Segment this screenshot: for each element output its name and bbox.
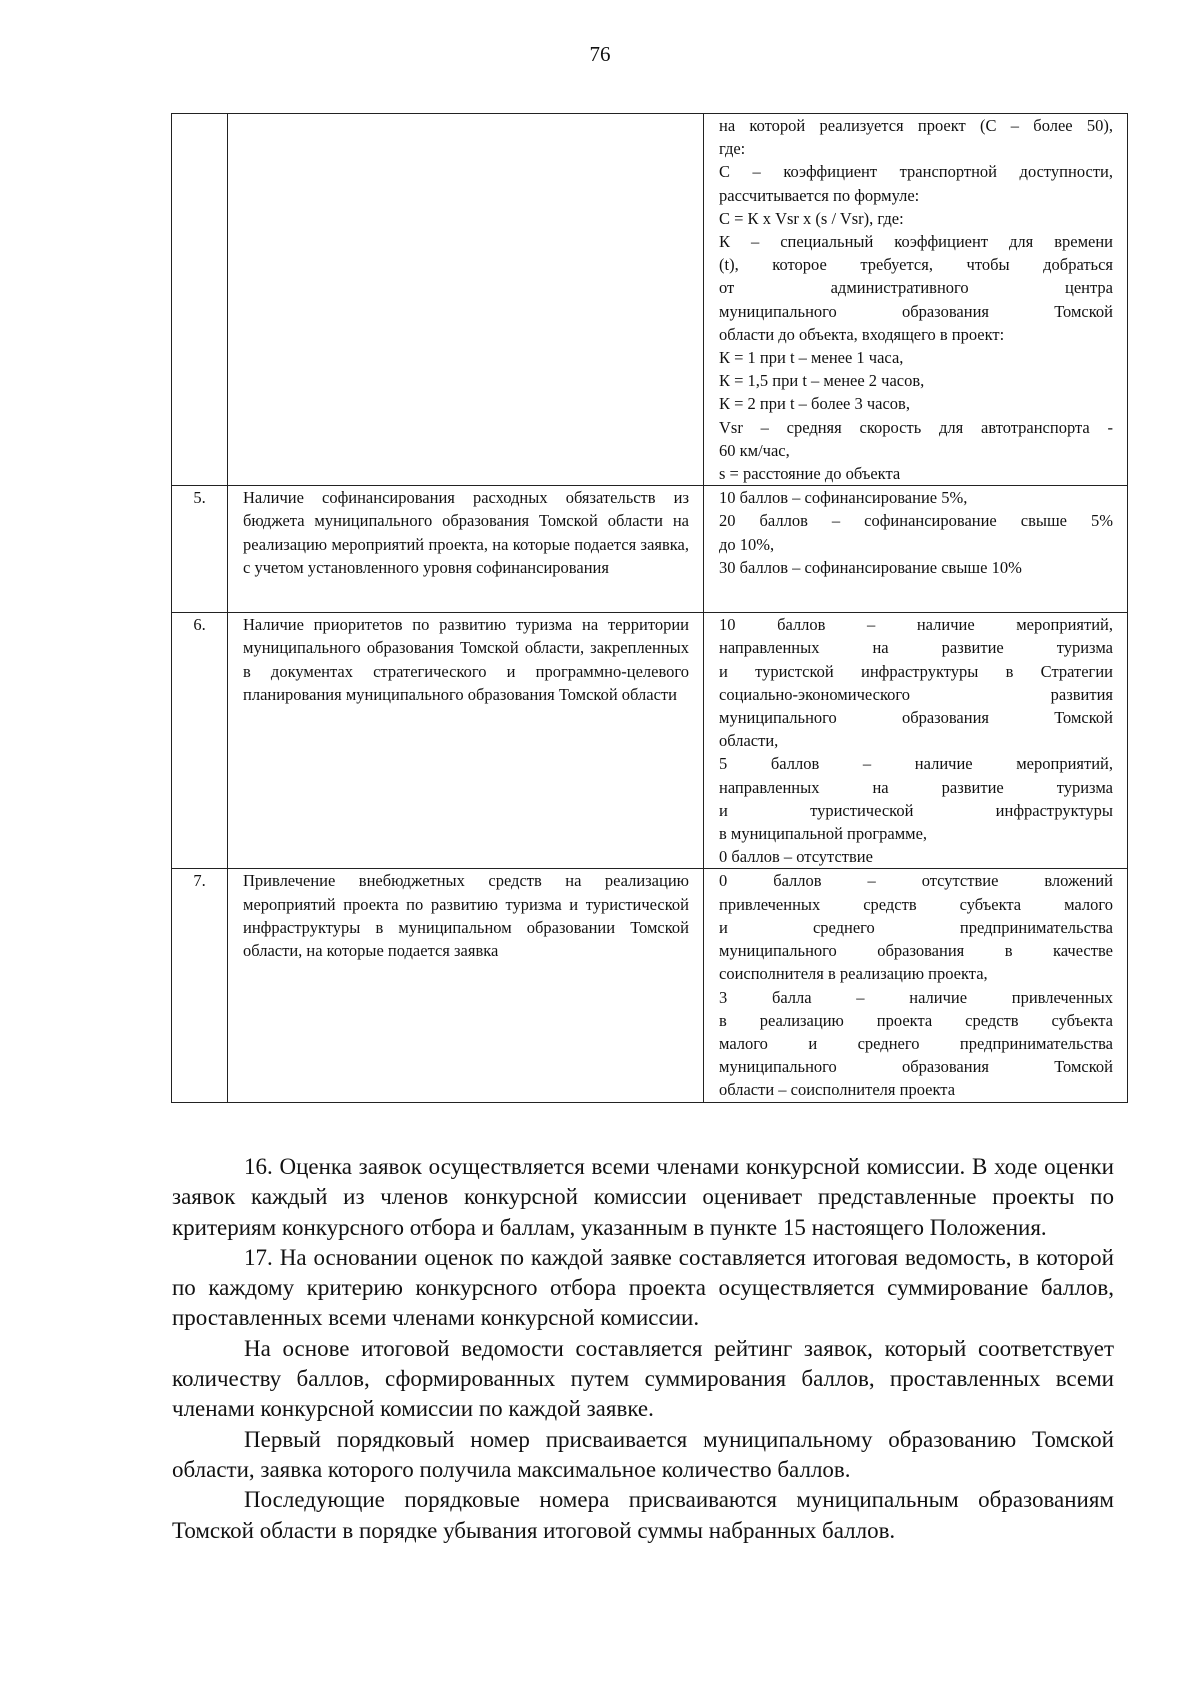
score-line: s = расстояние до объекта — [719, 464, 901, 484]
criterion-text — [228, 114, 704, 486]
score-line: 20 баллов – софинансирование свыше 5% — [719, 511, 1113, 531]
score-line: где: — [719, 139, 746, 159]
row-number: 6. — [172, 613, 228, 869]
table-row — [172, 869, 1128, 1102]
criteria-table-body — [172, 114, 1128, 1103]
score-line: К = 2 при t – более 3 часов, — [719, 394, 910, 414]
score-line: 10 баллов – наличие мероприятий, — [719, 615, 1113, 635]
table-row — [172, 114, 1128, 486]
paragraph-first-number: Первый порядковый номер присваивается муниципальному образованию Томской области, заявка которого получила максимальное количество баллов. — [172, 1426, 1114, 1482]
score-line: области – соисполнителя проекта — [719, 1080, 956, 1100]
page-number: 76 — [589, 42, 611, 66]
score-line: 5 баллов – наличие мероприятий, — [719, 754, 1113, 774]
score-line: в реализацию проекта средств субъекта — [719, 1010, 1113, 1030]
score-line: муниципального образования Томской — [719, 1057, 1113, 1077]
table-row — [172, 486, 1128, 613]
score-line: и туристической инфраструктуры — [719, 800, 1113, 820]
score-line: К – специальный коэффициент для времени — [719, 232, 1113, 252]
score-line: (t), которое требуется, чтобы добраться — [719, 255, 1113, 275]
score-line: 3 балла – наличие привлеченных — [719, 987, 1113, 1007]
paragraph-16: 16. Оценка заявок осуществляется всеми членами конкурсной комиссии. В ходе оценки заявок каждый из членов конкурсной комиссии оценивает представленные проекты по критериям конкурсного отбора и баллам, указанным в пункте 15 настоящего Положения. — [172, 1154, 1114, 1240]
row-number — [172, 114, 228, 486]
score-line: С – коэффициент транспортной доступности, — [719, 162, 1113, 182]
score-line: С = К х Vsr х (s / Vsr), где: — [719, 208, 904, 228]
score-line: рассчитывается по формуле: — [719, 185, 920, 205]
score-line: направленных на развитие туризма — [719, 638, 1113, 658]
criteria-table — [171, 113, 1128, 1103]
score-line: области до объекта, входящего в проект: — [719, 324, 1005, 344]
score-line: муниципального образования Томской — [719, 301, 1113, 321]
score-line: К = 1 при t – менее 1 часа, — [719, 348, 904, 368]
score-text — [704, 869, 1128, 1102]
criterion-text: Наличие приоритетов по развитию туризма на территории муниципального образования Томской области, закрепленных в документах стратегического и программно-целевого планирования муниципального образования Томской области — [228, 613, 704, 869]
score-line: Vsr – средняя скорость для автотранспорта - — [719, 417, 1113, 437]
score-line: муниципального образования в качестве — [719, 941, 1113, 961]
row-number: 7. — [172, 869, 228, 1102]
criterion-text: Наличие софинансирования расходных обязательств из бюджета муниципального образования Томской области на реализацию мероприятий проекта, на которые подается заявка, с учетом установленного уровня софинансирования — [228, 486, 704, 613]
score-line: от административного центра — [719, 278, 1113, 298]
score-line: 0 баллов – отсутствие — [719, 847, 873, 867]
score-line: К = 1,5 при t – менее 2 часов, — [719, 371, 925, 391]
score-line: привлеченных средств субъекта малого — [719, 894, 1113, 914]
score-line: направленных на развитие туризма — [719, 777, 1113, 797]
paragraph-subsequent-numbers: Последующие порядковые номера присваиваются муниципальным образованиям Томской области в порядке убывания итоговой суммы набранных баллов. — [172, 1487, 1114, 1543]
score-line: соисполнителя в реализацию проекта, — [719, 964, 988, 984]
score-line: и среднего предпринимательства — [719, 917, 1113, 937]
score-line: области, — [719, 731, 779, 751]
score-line: малого и среднего предпринимательства — [719, 1033, 1113, 1053]
score-line: 0 баллов – отсутствие вложений — [719, 871, 1113, 891]
score-line: муниципального образования Томской — [719, 708, 1113, 728]
score-line: на которой реализуется проект (С – более 50), — [719, 116, 1113, 135]
score-line: в муниципальной программе, — [719, 824, 928, 844]
paragraph-17: 17. На основании оценок по каждой заявке составляется итоговая ведомость, в которой по каждому критерию конкурсного отбора проекта осуществляется суммирование баллов, проставленных всеми членами конкурсной комиссии. — [172, 1244, 1114, 1331]
row-number: 5. — [172, 486, 228, 613]
score-text — [704, 613, 1128, 869]
criterion-text: Привлечение внебюджетных средств на реализацию мероприятий проекта по развитию туризма и туристической инфраструктуры в муниципальном образовании Томской области, на которые подается заявка — [228, 869, 704, 1102]
score-line: до 10%, — [719, 534, 775, 554]
score-line: 60 км/час, — [719, 440, 790, 460]
score-text — [704, 114, 1128, 486]
table-row — [172, 613, 1128, 869]
score-text — [704, 486, 1128, 613]
score-line: 30 баллов – софинансирование свыше 10% — [719, 557, 1022, 577]
score-line: и туристской инфраструктуры в Стратегии — [719, 661, 1113, 681]
score-line: социально-экономического развития — [719, 684, 1113, 704]
paragraph-rating: На основе итоговой ведомости составляется рейтинг заявок, который соответствует количеству баллов, сформированных путем суммирования баллов, проставленных всеми членами конкурсной комиссии по каждой заявке. — [172, 1335, 1114, 1422]
score-line: 10 баллов – софинансирование 5%, — [719, 488, 968, 508]
body-text — [172, 1152, 1114, 1546]
